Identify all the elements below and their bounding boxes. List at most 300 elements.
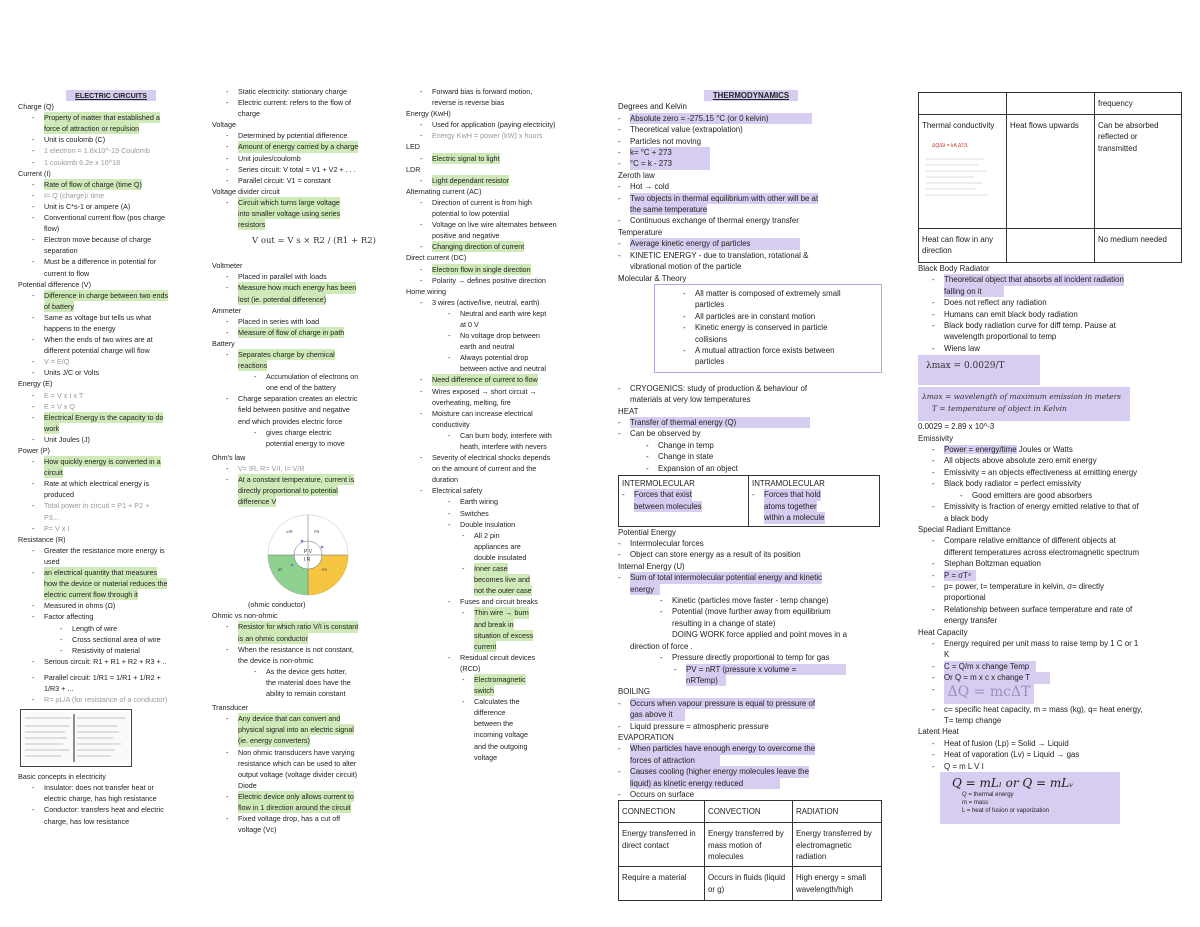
list-item: - Fuses and circuit breaks bbox=[448, 597, 538, 607]
heading-internal-energy: Internal Energy (U) bbox=[618, 561, 685, 571]
heading-emissivity: Emissivity bbox=[918, 433, 954, 443]
list-item: work bbox=[44, 423, 60, 433]
latent-heat-definition: L = heat of fusion or vaporization bbox=[962, 808, 1049, 815]
list-item: - Occurs on surface bbox=[618, 789, 695, 799]
heading-ammeter: Ammeter bbox=[212, 305, 242, 315]
list-item: - gives charge electric bbox=[254, 427, 332, 437]
heading-resistance: Resistance (R) bbox=[18, 534, 66, 544]
heading-heat: HEAT bbox=[618, 406, 639, 416]
heading-molecular-theory: Molecular & Theory bbox=[618, 273, 687, 283]
list-item: - Direction of current is from high bbox=[420, 197, 532, 207]
heading-potential-energy: Potential Energy bbox=[618, 527, 676, 537]
list-item: - Always potential drop bbox=[448, 353, 529, 363]
list-item: - Moisture can increase electrical bbox=[420, 408, 533, 418]
list-item: - Need difference of current to flow bbox=[420, 375, 538, 385]
list-item: - Must be a difference in potential for bbox=[32, 257, 157, 267]
list-item: - Average kinetic energy of particles bbox=[618, 238, 886, 249]
list-item: output voltage (voltage divider circuit) bbox=[238, 769, 358, 779]
table-cell: No medium needed bbox=[1095, 229, 1182, 263]
list-item: - Parallel circuit: 1/R1 = 1/R1 + 1/R2 + bbox=[32, 672, 161, 682]
list-item: end which provides electric force bbox=[238, 416, 343, 426]
list-item: - Humans can emit black body radiation bbox=[932, 309, 1078, 319]
list-item: incoming voltage bbox=[474, 730, 528, 740]
heading-black-body: Black Body Radiator bbox=[918, 264, 990, 273]
list-item: - Inner case bbox=[462, 564, 508, 574]
list-item: between the bbox=[474, 719, 514, 729]
thermodynamics-column-2 bbox=[918, 92, 1188, 824]
list-item: - Measure how much energy has been bbox=[226, 283, 357, 293]
list-item: - Severity of electrical shocks depends bbox=[420, 453, 551, 463]
list-item: - Unit is C*s-1 or ampere (A) bbox=[32, 201, 131, 211]
list-item: - When the ends of two wires are at bbox=[32, 335, 153, 345]
list-item: DOING WORK force applied and point moves in a bbox=[672, 630, 847, 640]
list-item: - Does not reflect any radiation bbox=[932, 298, 1047, 308]
list-item: - Kinetic energy is conserved in particle bbox=[683, 323, 828, 333]
table-cell: Heat can flow in any direction bbox=[919, 229, 1007, 263]
list-item: appliances are bbox=[474, 541, 521, 551]
list-item: - Potential (move further away from equilibrium bbox=[660, 607, 831, 617]
list-item: - Compare relative emittance of different objects at bbox=[932, 536, 1116, 546]
list-item: - Measured in ohms (Ω) bbox=[32, 601, 116, 611]
latent-heat-definition: m = mass bbox=[962, 800, 989, 807]
heading-charge: Charge (Q) bbox=[18, 102, 54, 112]
list-item: - °C = k - 273 bbox=[618, 158, 886, 169]
list-item: double insulated bbox=[474, 552, 527, 562]
list-item: - Forces that exist bbox=[622, 490, 692, 500]
list-item: - I= Q (charge)/ time bbox=[32, 190, 105, 200]
list-item: T= temp change bbox=[944, 716, 1002, 725]
list-item: - Conventional current flow (pos charge bbox=[32, 213, 166, 223]
table-row bbox=[919, 229, 1182, 263]
heat-transfer-table-continued bbox=[918, 92, 1182, 263]
list-item: - Forward bias is forward motion, bbox=[420, 87, 533, 96]
list-item: - Serious circuit: R1 + R1 + R2 + R3 + .. bbox=[32, 656, 167, 666]
conductivity-formula-image bbox=[922, 133, 1002, 203]
list-item: of battery bbox=[44, 301, 74, 311]
list-item: - Electric device only allows current to bbox=[226, 791, 354, 801]
list-item: - Unit Joules (J) bbox=[32, 434, 90, 444]
list-item: - V= IR, R= V/I, I= V/R bbox=[226, 463, 305, 473]
table-cell: Heat flows upwards bbox=[1007, 115, 1095, 229]
inter-intra-molecular-table bbox=[618, 475, 880, 527]
list-item: - Occurs when vapour pressure is equal to pressure of bbox=[618, 698, 816, 708]
list-item: charge bbox=[238, 109, 260, 119]
list-item: - Liquid pressure = atmospheric pressure bbox=[618, 721, 769, 731]
heading-ldr: LDR bbox=[406, 164, 421, 174]
list-item: a black body bbox=[944, 513, 989, 523]
list-item: gas above it bbox=[618, 709, 886, 720]
list-item: lost (ie. potential difference) bbox=[238, 294, 327, 304]
table-cell: Energy transferred by mass motion of molecules bbox=[705, 823, 793, 867]
heading-voltmeter: Voltmeter bbox=[212, 261, 243, 271]
list-item: - Wiens law bbox=[932, 343, 980, 353]
table-row bbox=[619, 867, 882, 901]
svg-text:I R: I R bbox=[304, 557, 311, 564]
list-item: - P= V x I bbox=[32, 523, 70, 533]
list-item: between active and neutral bbox=[460, 364, 546, 374]
list-item: electric current flow through it bbox=[44, 590, 138, 600]
list-item: - Same as voltage but tells us what bbox=[32, 312, 152, 322]
list-item: - Object can store energy as a result of its position bbox=[618, 550, 801, 560]
list-item: - PV = nRT (pressure x volume = bbox=[618, 664, 886, 675]
list-item: - Thin wire → burn bbox=[462, 608, 529, 618]
list-item: one end of the battery bbox=[266, 383, 336, 393]
list-item: - Voltage on live wire alternates between bbox=[420, 220, 557, 230]
list-item: - Polarity → defines positive direction bbox=[420, 275, 546, 285]
list-item: - Resistivity of material bbox=[60, 645, 140, 655]
list-item: electric charge, has high resistance bbox=[44, 794, 157, 804]
svg-text:IR: IR bbox=[278, 567, 282, 573]
wien-constant: 0.0029 = 2.89 x 10^-3 bbox=[918, 422, 995, 432]
table-cell: Energy transferred in direct contact bbox=[619, 823, 705, 867]
list-item: different temperatures across electromagnetic spectrum bbox=[944, 547, 1140, 557]
list-item: - Heat of vaporation (Lv) = Liquid → gas bbox=[932, 750, 1080, 760]
latent-heat-definition: Q = thermal energy bbox=[962, 792, 1014, 799]
intermolecular-header: INTERMOLECULAR bbox=[622, 479, 695, 488]
list-item: - Energy required per unit mass to raise temp by 1 C or 1 bbox=[932, 638, 1139, 648]
list-item: - R= ρL/A (for resistance of a conductor) bbox=[32, 695, 168, 705]
list-item: - Placed in parallel with loads bbox=[226, 272, 327, 282]
heading-ac: Alternating current (AC) bbox=[406, 186, 482, 196]
list-item: direction of force . bbox=[630, 641, 693, 651]
list-item: separation bbox=[44, 246, 78, 256]
list-item: difference bbox=[474, 708, 506, 718]
list-item: the same temperature bbox=[630, 205, 708, 215]
voltage-divider-formula: V out = V s × R2 / (R1 + R2) bbox=[252, 236, 376, 247]
wien-definition: T = temperature of object in Kelvin bbox=[932, 404, 1067, 414]
list-item: - Circuit which turns large voltage bbox=[226, 197, 340, 207]
list-item: voltage (Vc) bbox=[238, 825, 277, 835]
table-cell bbox=[919, 115, 1007, 229]
list-item: wavelength proportional to temp bbox=[944, 332, 1057, 342]
list-item: - Separates charge by chemical bbox=[226, 349, 335, 359]
heat-capacity-formula: ΔQ = mcΔT bbox=[944, 684, 1034, 704]
list-item: - CRYOGENICS: study of production & behaviour of bbox=[618, 383, 808, 393]
list-item: - Fixed voltage drop, has a cut off bbox=[226, 814, 341, 824]
list-item: is an ohmic conductor bbox=[238, 633, 308, 643]
latent-heat-formula: Q = mLₗ or Q = mLᵥ bbox=[952, 776, 1074, 791]
list-item: - How quickly energy is converted in a bbox=[32, 457, 161, 467]
list-item: - At a constant temperature, current is bbox=[226, 475, 355, 484]
list-item: ability to remain constant bbox=[266, 689, 346, 699]
list-item: - Static electricity: stationary charge bbox=[226, 87, 348, 96]
table-cell bbox=[1007, 229, 1095, 263]
list-item: - Q = m L V I bbox=[932, 761, 984, 771]
heading-ohmic-vs-nonohmic: Ohmic vs non-ohmic bbox=[212, 611, 278, 621]
list-item: - p= power, t= temperature in kelvin, σ= directly bbox=[932, 581, 1104, 591]
list-item: K bbox=[944, 650, 950, 660]
list-item: - Electron move because of charge bbox=[32, 235, 152, 245]
list-item: circuit bbox=[44, 468, 63, 478]
list-item: difference V bbox=[238, 497, 277, 507]
list-item: - V = E/Q bbox=[32, 357, 70, 367]
list-item: the material does have the bbox=[266, 677, 351, 687]
heading-potential-difference: Potential difference (V) bbox=[18, 279, 91, 289]
list-item: overheating, melting, fire bbox=[432, 397, 511, 407]
heading-led: LED bbox=[406, 142, 420, 152]
list-item: falling on it bbox=[918, 286, 1188, 297]
list-item: - Transfer of thermal energy (Q) bbox=[618, 417, 886, 428]
list-item: - Residual circuit devices bbox=[448, 652, 536, 662]
list-item: - When the resistance is not constant, bbox=[226, 644, 354, 654]
list-item: - Electromagnetic bbox=[462, 674, 526, 684]
heading-battery: Battery bbox=[212, 338, 235, 348]
heading-basic-concepts: Basic concepts in electricity bbox=[18, 772, 106, 782]
list-item: forces of attraction bbox=[618, 755, 886, 766]
list-item: - c= specific heat capacity, m = mass (kg), q= heat energy, bbox=[932, 704, 1143, 714]
list-item: proportional bbox=[944, 593, 986, 603]
list-item: - All 2 pin bbox=[462, 530, 500, 540]
list-item: - 1 coulomb 6.2e x 10^18 bbox=[32, 157, 121, 167]
heading-voltage-divider: Voltage divider circuit bbox=[212, 186, 280, 196]
list-item: charge, has low resistance bbox=[44, 816, 130, 826]
list-item: - No voltage drop between bbox=[448, 331, 540, 341]
list-item: - Determined by potential difference bbox=[226, 131, 348, 141]
list-item: - Series circuit: V total = V1 + V2 + . . . bbox=[226, 164, 356, 174]
list-item: - Changing direction of current bbox=[420, 242, 525, 252]
list-item: - Length of wire bbox=[60, 623, 118, 633]
list-item: - Pressure directly proportional to temp for gas bbox=[660, 653, 830, 663]
list-item: - A mutual attraction force exists between bbox=[683, 345, 835, 355]
list-item: - Electric current: refers to the flow of bbox=[226, 98, 352, 108]
list-item: current bbox=[474, 641, 497, 651]
list-item: - Rate at which electrical energy is bbox=[32, 479, 150, 489]
list-item: - Placed in series with load bbox=[226, 316, 320, 326]
list-item: - P = σT⁴ bbox=[918, 570, 1188, 581]
list-item: materials at very low temperatures bbox=[630, 395, 751, 405]
list-item: resistance which can be used to alter bbox=[238, 758, 357, 768]
list-item: - Any device that can convert and bbox=[226, 714, 341, 724]
thermal-conductivity-label: Thermal conductivity bbox=[922, 121, 995, 130]
list-item: - Insulator: does not transfer heat or bbox=[32, 783, 154, 793]
list-item: 1/R3 + ... bbox=[44, 683, 74, 693]
section-title-electric-circuits: ELECTRIC CIRCUITS bbox=[66, 90, 156, 101]
heading-special-radiant-emittance: Special Radiant Emittance bbox=[918, 524, 1011, 534]
list-item: - Causes cooling (higher energy molecules leave the bbox=[618, 767, 809, 777]
list-item: voltage bbox=[474, 752, 498, 762]
list-item: - Hot → cold bbox=[618, 182, 670, 192]
list-item: - Forces that hold bbox=[752, 490, 821, 500]
list-item: - KINETIC ENERGY - due to translation, rotational & bbox=[618, 250, 809, 260]
list-item: - Expansion of an object bbox=[646, 463, 738, 473]
list-item: - Black body radiator = perfect emissivity bbox=[932, 479, 1082, 489]
list-item: used bbox=[44, 556, 60, 566]
list-item: potential to low potential bbox=[432, 209, 510, 219]
list-item: collisions bbox=[695, 334, 728, 344]
list-item: - Factor affecting bbox=[32, 612, 94, 622]
list-item: flow) bbox=[44, 224, 60, 234]
list-item: - Relationship between surface temperature and rate of bbox=[932, 604, 1133, 614]
list-item: on the amount of current and the bbox=[432, 464, 537, 474]
list-item: - Particles not moving bbox=[618, 136, 702, 146]
heading-energy-kwh: Energy (KwH) bbox=[406, 109, 451, 119]
list-item: - Theoretical value (extrapolation) bbox=[618, 125, 743, 135]
svg-text:P V: P V bbox=[304, 549, 312, 556]
list-item: potential energy to move bbox=[266, 438, 345, 448]
table-row bbox=[919, 93, 1182, 115]
wien-definition: λmax = wavelength of maximum emission in meters bbox=[922, 392, 1122, 402]
section-title-thermodynamics: THERMODYNAMICS bbox=[704, 90, 798, 101]
list-item: duration bbox=[432, 475, 458, 485]
list-item: - Can be observed by bbox=[618, 429, 701, 439]
list-item: - C = Q/m x change Temp bbox=[918, 661, 1188, 672]
list-item: - Stephan Boltzman equation bbox=[932, 559, 1041, 569]
list-item: and the outgoing bbox=[474, 741, 528, 751]
list-item: - Rate of flow of charge (time Q) bbox=[32, 179, 142, 189]
circuits-column-3 bbox=[406, 86, 592, 763]
table-row bbox=[619, 823, 882, 867]
list-item: energy transfer bbox=[944, 616, 998, 626]
list-item: - Kinetic (particles move faster - temp change) bbox=[660, 596, 829, 606]
list-item: - Emissivity = an objects effectiveness at emitting energy bbox=[932, 467, 1138, 477]
list-item: - All particles are in constant motion bbox=[683, 311, 816, 321]
table-cell: Can be absorbed reflected or transmitted bbox=[1095, 115, 1182, 229]
list-item: - Charge separation creates an electric bbox=[226, 394, 358, 404]
heading-energy: Energy (E) bbox=[18, 379, 53, 389]
table-row bbox=[919, 115, 1182, 229]
list-item: - Or Q = m x c x change T bbox=[918, 672, 1188, 683]
list-item: not the outer case bbox=[474, 586, 532, 596]
list-item: - Resistor for which ratio V/I is constant bbox=[226, 622, 359, 632]
heading-current: Current (I) bbox=[18, 168, 51, 178]
list-item: - Heat of fusion (Lp) = Solid → Liquid bbox=[932, 738, 1069, 748]
list-item: - Sum of total intermolecular potential energy and kinetic bbox=[618, 573, 823, 583]
list-item: - Property of matter that established a bbox=[32, 113, 160, 123]
resistivity-table-image bbox=[20, 709, 132, 767]
svg-text:I²R: I²R bbox=[314, 529, 320, 535]
electric-circuits-column bbox=[18, 86, 210, 827]
heading-boiling: BOILING bbox=[618, 687, 651, 697]
list-item: - Neutral and earth wire kept bbox=[448, 308, 547, 318]
ohms-law-wheel-image bbox=[252, 511, 364, 599]
list-item: situation of excess bbox=[474, 630, 534, 640]
list-item: conductivity bbox=[432, 419, 470, 429]
table-cell: High energy = small wavelength/high bbox=[793, 867, 882, 901]
list-item: - Electrical safety bbox=[420, 486, 483, 496]
list-item: - All matter is composed of extremely small bbox=[683, 288, 841, 298]
list-item: (RCD) bbox=[460, 663, 481, 673]
list-item: - Light dependant resistor bbox=[420, 175, 510, 185]
svg-text:ΔQ/Δt = kA ΔT/L: ΔQ/Δt = kA ΔT/L bbox=[932, 143, 969, 150]
list-item: force of attraction or repulsion bbox=[44, 124, 140, 134]
heading-dc: Direct current (DC) bbox=[406, 253, 467, 263]
list-item: - Greater the resistance more energy is bbox=[32, 545, 165, 555]
table-cell: Occurs in fluids (liquid or g) bbox=[705, 867, 793, 901]
svg-text:P/I: P/I bbox=[322, 567, 327, 573]
list-item: - 3 wires (active/live, neutral, earth) bbox=[420, 297, 540, 307]
list-item: physical signal into an electric signal bbox=[238, 725, 354, 735]
table-cell: Energy transferred by electromagnetic radiation bbox=[793, 823, 882, 867]
table-cell: RADIATION bbox=[793, 801, 882, 823]
list-item: - Power = energy/time Joules or Watts bbox=[932, 445, 1073, 455]
list-item: positive and negative bbox=[432, 231, 500, 241]
heading-voltage: Voltage bbox=[212, 120, 236, 130]
list-item: energy bbox=[618, 584, 886, 595]
list-item: particles bbox=[695, 300, 725, 310]
list-item: resulting in a change of state) bbox=[672, 618, 776, 628]
list-item: how the device or material reduces the bbox=[44, 579, 168, 589]
list-item: - E = V x Q bbox=[32, 401, 75, 411]
list-item: - Two objects in thermal equilibrium with other will be at bbox=[618, 193, 819, 203]
list-item: - When particles have enough energy to overcome the bbox=[618, 744, 816, 754]
list-item: - Good emitters are good absorbers bbox=[960, 490, 1093, 500]
list-item: - Double insulation bbox=[448, 519, 516, 529]
list-item: - Electrical Energy is the capacity to do bbox=[32, 412, 164, 422]
list-item: and break in bbox=[474, 619, 514, 629]
heading-degrees-kelvin: Degrees and Kelvin bbox=[618, 102, 687, 112]
list-item: - Switches bbox=[448, 508, 489, 518]
list-item: the device is non-ohmic bbox=[238, 655, 314, 665]
list-item: - Electric signal to light bbox=[420, 153, 500, 163]
heading-latent-heat: Latent Heat bbox=[918, 727, 959, 737]
table-cell: CONNECTION bbox=[619, 801, 705, 823]
list-item: (ie. energy converters) bbox=[238, 736, 310, 746]
list-item: directly proportional to potential bbox=[238, 486, 338, 496]
list-item: - an electrical quantity that measures bbox=[32, 568, 158, 578]
list-item: becomes live and bbox=[474, 575, 530, 585]
list-item: - Black body radiation curve for diff temp. Pause at bbox=[932, 321, 1116, 331]
list-item: into smaller voltage using series bbox=[238, 209, 341, 219]
list-item: - Unit is coulomb (C) bbox=[32, 135, 106, 145]
list-item: different potential charge will flow bbox=[44, 346, 150, 356]
list-item: - Parallel circuit: V1 = constant bbox=[226, 175, 331, 185]
list-item: - All objects above absolute zero emit energy bbox=[932, 456, 1097, 466]
list-item: field between positive and negative bbox=[238, 405, 350, 415]
table-cell bbox=[1007, 93, 1095, 115]
list-item: - k= °C + 273 bbox=[618, 147, 886, 158]
list-item: - Energy KwH = power (kW) x hours bbox=[420, 131, 543, 141]
list-item: - Electron flow in single direction bbox=[420, 264, 531, 274]
list-item: P3... bbox=[44, 512, 59, 522]
list-item: between molecules bbox=[634, 501, 702, 511]
heading-power: Power (P) bbox=[18, 446, 50, 455]
list-item: - Used for application (paying electricity) bbox=[420, 120, 556, 130]
list-item: - As the device gets hotter, bbox=[254, 666, 347, 676]
list-item: - Intermolecular forces bbox=[618, 539, 704, 549]
list-item: - Unit joules/coulomb bbox=[226, 153, 301, 163]
heading-ohms-law: Ohm's law bbox=[212, 452, 246, 462]
list-item: earth and neutral bbox=[460, 342, 515, 352]
list-item: - Accumulation of electrons on bbox=[254, 372, 359, 382]
list-item: - Conductor: transfers heat and electric bbox=[32, 805, 164, 815]
list-item: heath, interfere with nevers bbox=[460, 442, 547, 451]
latent-heat-formula-box bbox=[940, 772, 1120, 824]
list-item: atoms together bbox=[764, 501, 817, 511]
list-item: - Can burn body, interfere with bbox=[448, 430, 552, 440]
list-item: - Theoretical object that absorbs all incident radiation bbox=[932, 275, 1124, 285]
svg-text:V/R: V/R bbox=[286, 529, 293, 535]
thermodynamics-column bbox=[618, 86, 886, 901]
table-cell bbox=[919, 93, 1007, 115]
list-item: reverse is reverse bias bbox=[432, 98, 505, 108]
heading-temperature: Temperature bbox=[618, 227, 663, 237]
list-item: - Non ohmic transducers have varying bbox=[226, 747, 355, 757]
list-item: vibrational motion of the particle bbox=[630, 262, 742, 272]
table-cell: CONVECTION bbox=[705, 801, 793, 823]
list-item: - ΔQ = mcΔT bbox=[918, 684, 1188, 704]
heading-evaporation: EVAPORATION bbox=[618, 732, 674, 742]
list-item: - Difference in charge between two ends bbox=[32, 290, 169, 300]
wiens-law-definitions bbox=[918, 387, 1130, 421]
heat-transfer-table bbox=[618, 800, 882, 901]
heading-home-wiring: Home wiring bbox=[406, 286, 446, 296]
list-item: - Continuous exchange of thermal energy transfer bbox=[618, 216, 799, 226]
list-item: - Change in state bbox=[646, 452, 714, 462]
list-item: flow in 1 direction around the circuit bbox=[238, 802, 351, 812]
list-item: liquid) as kinetic energy reduced bbox=[618, 778, 886, 789]
list-item: - Wires exposed → short circuit → bbox=[420, 386, 537, 396]
list-item: - Amount of energy carried by a charge bbox=[226, 142, 359, 152]
